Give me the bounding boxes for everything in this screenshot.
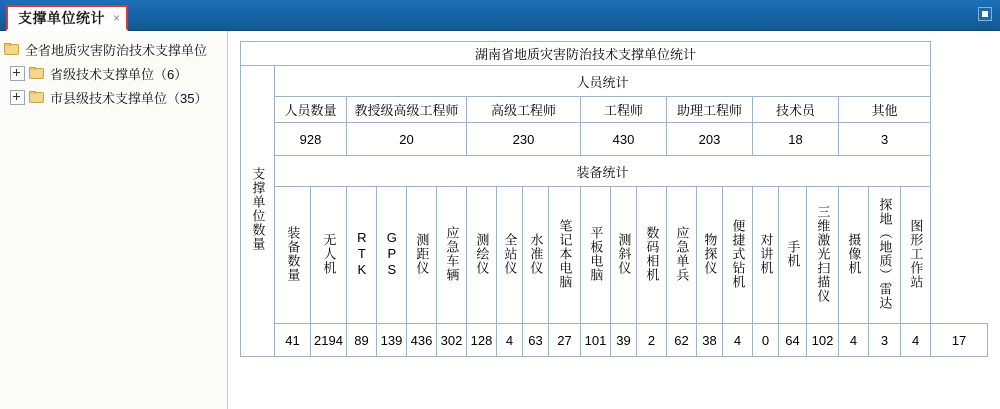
personnel-section-row <box>241 66 988 97</box>
equipment-section-row <box>241 156 988 187</box>
personnel-value-2: 230 <box>467 123 581 156</box>
equipment-header-2: RTK <box>347 187 377 324</box>
equipment-header-21: 图形工作站 <box>901 187 931 324</box>
equipment-value-1: 89 <box>347 324 377 357</box>
personnel-value-4: 203 <box>667 123 753 156</box>
support-unit-count-value: 41 <box>275 324 311 357</box>
personnel-header-4: 助理工程师 <box>667 97 753 123</box>
page-title: 湖南省地质灾害防治技术支撑单位统计 <box>241 42 931 66</box>
folder-icon <box>29 91 45 104</box>
equipment-header-20: 探地（地质）雷达 <box>869 187 901 324</box>
row-label-support-unit-count <box>241 66 275 357</box>
close-icon[interactable]: × <box>113 11 121 25</box>
row-label-text: 支撑单位数量 <box>250 167 266 251</box>
personnel-header-2: 高级工程师 <box>467 97 581 123</box>
personnel-value-6: 3 <box>839 123 931 156</box>
personnel-value-1: 20 <box>347 123 467 156</box>
equipment-header-4: 测距仪 <box>407 187 437 324</box>
equipment-header-12: 数码相机 <box>637 187 667 324</box>
personnel-value-0: 928 <box>275 123 347 156</box>
equipment-value-5: 128 <box>467 324 497 357</box>
equipment-section-header: 装备统计 <box>275 156 931 187</box>
content-area <box>0 31 1000 409</box>
equipment-value-18: 4 <box>839 324 869 357</box>
equipment-header-11: 测斜仪 <box>611 187 637 324</box>
equipment-value-9: 101 <box>581 324 611 357</box>
personnel-header-3: 工程师 <box>581 97 667 123</box>
equipment-header-7: 全站仪 <box>497 187 523 324</box>
equipment-value-6: 4 <box>497 324 523 357</box>
equipment-header-row <box>241 187 988 324</box>
equipment-header-17: 手机 <box>779 187 807 324</box>
personnel-header-0: 人员数量 <box>275 97 347 123</box>
report-panel <box>228 31 1000 409</box>
table-title-row <box>241 42 988 66</box>
folder-icon <box>29 67 45 80</box>
personnel-value-5: 18 <box>753 123 839 156</box>
equipment-value-17: 102 <box>807 324 839 357</box>
personnel-value-3: 430 <box>581 123 667 156</box>
equipment-header-15: 便捷式钻机 <box>723 187 753 324</box>
equipment-header-0: 装备数量 <box>275 187 311 324</box>
equipment-header-14: 物探仪 <box>697 187 723 324</box>
sidebar-tree <box>0 31 228 409</box>
equipment-value-4: 302 <box>437 324 467 357</box>
tree-node-root-label: 全省地质灾害防治技术支撑单位 <box>25 42 208 58</box>
tree-node-provincial-label: 省级技术支撑单位（6） <box>50 66 188 82</box>
expand-plus-icon[interactable] <box>10 66 25 81</box>
equipment-header-1: 无人机 <box>311 187 347 324</box>
equipment-value-19: 3 <box>869 324 901 357</box>
equipment-value-8: 27 <box>549 324 581 357</box>
personnel-section-header: 人员统计 <box>275 66 931 97</box>
equipment-header-16: 对讲机 <box>753 187 779 324</box>
folder-icon <box>4 43 20 56</box>
equipment-header-18: 三维激光扫描仪 <box>807 187 839 324</box>
tab-label: 支撑单位统计 <box>18 10 105 26</box>
window-restore-icon[interactable] <box>978 7 992 21</box>
equipment-header-19: 摄像机 <box>839 187 869 324</box>
equipment-value-11: 2 <box>637 324 667 357</box>
equipment-value-20: 4 <box>901 324 931 357</box>
equipment-header-5: 应急车辆 <box>437 187 467 324</box>
equipment-value-15: 0 <box>753 324 779 357</box>
personnel-header-6: 其他 <box>839 97 931 123</box>
equipment-value-14: 4 <box>723 324 753 357</box>
personnel-value-row <box>241 123 988 156</box>
tree-node-city-county[interactable] <box>0 85 227 109</box>
equipment-value-12: 62 <box>667 324 697 357</box>
expand-plus-icon[interactable] <box>10 90 25 105</box>
tree-node-root[interactable] <box>0 37 227 61</box>
equipment-value-16: 64 <box>779 324 807 357</box>
equipment-value-21: 17 <box>931 324 988 357</box>
equipment-header-8: 水准仪 <box>523 187 549 324</box>
tab-support-unit-statistics[interactable] <box>6 5 128 31</box>
equipment-value-0: 2194 <box>311 324 347 357</box>
tree-node-provincial[interactable] <box>0 61 227 85</box>
tree-node-city-county-label: 市县级技术支撑单位（35） <box>50 90 208 106</box>
tab-bar <box>0 0 1000 31</box>
personnel-header-1: 教授级高级工程师 <box>347 97 467 123</box>
equipment-value-row <box>241 324 988 357</box>
personnel-header-row <box>241 97 988 123</box>
equipment-header-10: 平板电脑 <box>581 187 611 324</box>
equipment-header-9: 笔记本电脑 <box>549 187 581 324</box>
equipment-header-13: 应急单兵 <box>667 187 697 324</box>
equipment-value-13: 38 <box>697 324 723 357</box>
equipment-value-10: 39 <box>611 324 637 357</box>
personnel-header-5: 技术员 <box>753 97 839 123</box>
equipment-value-2: 139 <box>377 324 407 357</box>
equipment-header-3: GPS <box>377 187 407 324</box>
equipment-value-7: 63 <box>523 324 549 357</box>
equipment-value-3: 436 <box>407 324 437 357</box>
statistics-table <box>240 41 988 357</box>
equipment-header-6: 测绘仪 <box>467 187 497 324</box>
